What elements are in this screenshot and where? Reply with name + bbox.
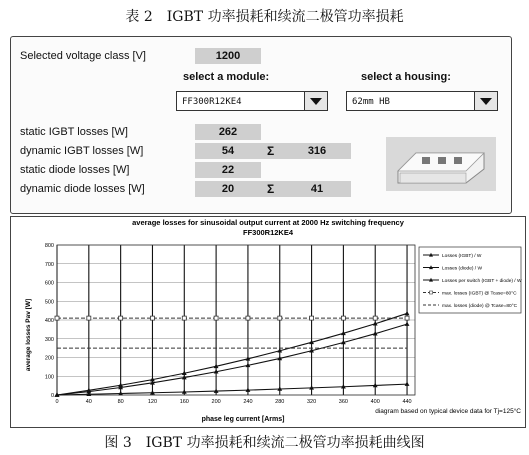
losses-chart-svg xyxy=(11,217,525,427)
y-tick-label: 300 xyxy=(44,336,54,343)
x-tick-label: 320 xyxy=(306,399,317,405)
data-point xyxy=(310,316,314,320)
y-tick-label: 700 xyxy=(44,261,54,268)
chart-subtitle: FF300R12KE4 xyxy=(242,228,294,237)
data-point xyxy=(373,316,377,320)
legend-label: max. losses (IGBT) @ Tcase=80°C xyxy=(442,291,517,297)
chart-legend xyxy=(419,247,522,313)
chart-grid xyxy=(57,245,415,395)
data-point xyxy=(405,322,410,326)
x-tick-label: 280 xyxy=(275,399,285,405)
figure-caption: 图 3 IGBT 功率损耗和续流二极管功率损耗曲线图 xyxy=(104,435,425,451)
legend-label: max. losses (diode) @ Tcase=80°C xyxy=(442,304,518,309)
legend-marker xyxy=(430,291,433,294)
chevron-down-icon[interactable] xyxy=(304,92,327,110)
x-tick-label: 120 xyxy=(147,399,158,405)
chart-title: average losses for sinusoidal output current at 2000 Hz switching frequency xyxy=(132,218,404,227)
y-axis-label: average losses Pav [W] xyxy=(25,298,32,372)
data-point xyxy=(119,316,123,320)
table-caption: 表 2 IGBT 功率损耗和续流二极管功率损耗 xyxy=(125,9,404,25)
data-point xyxy=(150,316,154,320)
data-point xyxy=(214,316,218,320)
y-tick-label: 100 xyxy=(44,374,54,381)
x-tick-label: 440 xyxy=(402,399,412,405)
chart-footnote: diagram based on typical device data for Tj=125°C xyxy=(375,408,521,415)
y-tick-label: 600 xyxy=(44,280,54,287)
data-point xyxy=(278,316,282,320)
data-point xyxy=(182,316,186,320)
y-tick-label: 200 xyxy=(44,355,54,362)
static-igbt-value: 262 xyxy=(195,124,261,140)
data-point xyxy=(87,316,91,320)
dynamic-igbt-value: 54 xyxy=(221,145,235,157)
series-line-1 xyxy=(57,324,407,395)
chart-series xyxy=(55,311,410,397)
igbt-module-image xyxy=(386,137,496,191)
y-tick-label: 400 xyxy=(44,318,54,324)
igbt-sum-symbol: Σ xyxy=(267,144,275,158)
dynamic-igbt-label: dynamic IGBT losses [W] xyxy=(20,145,144,157)
loss-calculator-panel xyxy=(10,36,512,214)
chevron-down-icon[interactable] xyxy=(474,92,497,110)
module-select[interactable] xyxy=(176,91,328,111)
x-tick-label: 160 xyxy=(179,399,189,405)
y-tick-label: 500 xyxy=(44,299,54,306)
module-header: select a module: xyxy=(183,71,270,83)
series-line-2 xyxy=(57,384,407,395)
housing-select-value: 62mm HB xyxy=(352,97,390,107)
x-tick-label: 400 xyxy=(370,399,380,405)
x-tick-label: 200 xyxy=(211,399,221,405)
housing-header: select a housing: xyxy=(361,71,451,83)
x-axis-label: phase leg current [Arms] xyxy=(201,416,285,423)
legend-label: Losses per switch (IGBT + diode) / W xyxy=(442,279,522,284)
static-igbt-label: static IGBT losses [W] xyxy=(20,126,128,138)
y-tick-label: 800 xyxy=(44,243,54,249)
series-line-3 xyxy=(57,313,407,395)
x-tick-label: 40 xyxy=(85,399,92,405)
chart-axes xyxy=(45,243,415,405)
dynamic-diode-label: dynamic diode losses [W] xyxy=(20,183,145,195)
losses-chart xyxy=(10,216,526,428)
data-point xyxy=(341,316,345,320)
diode-sum-value: 41 xyxy=(310,183,324,195)
data-point xyxy=(246,316,250,320)
data-point xyxy=(405,316,409,320)
dynamic-diode-value: 20 xyxy=(221,183,235,195)
legend-label: Losses (diode) / W xyxy=(442,266,482,272)
x-tick-label: 0 xyxy=(55,399,59,405)
voltage-class-value[interactable]: 1200 xyxy=(195,48,261,64)
data-point xyxy=(405,311,410,315)
voltage-class-label: Selected voltage class [V] xyxy=(20,50,146,62)
module-select-value: FF300R12KE4 xyxy=(182,97,242,107)
x-tick-label: 80 xyxy=(117,399,124,405)
data-point xyxy=(55,316,59,320)
x-tick-label: 240 xyxy=(243,399,253,405)
igbt-sum-value: 316 xyxy=(307,145,327,157)
diode-sum-symbol: Σ xyxy=(267,182,275,196)
y-tick-label: 0 xyxy=(50,393,54,399)
legend-label: Losses (IGBT) / W xyxy=(442,254,482,259)
x-tick-label: 360 xyxy=(338,399,348,405)
housing-select[interactable] xyxy=(346,91,498,111)
static-diode-value: 22 xyxy=(195,162,261,178)
static-diode-label: static diode losses [W] xyxy=(20,164,130,176)
